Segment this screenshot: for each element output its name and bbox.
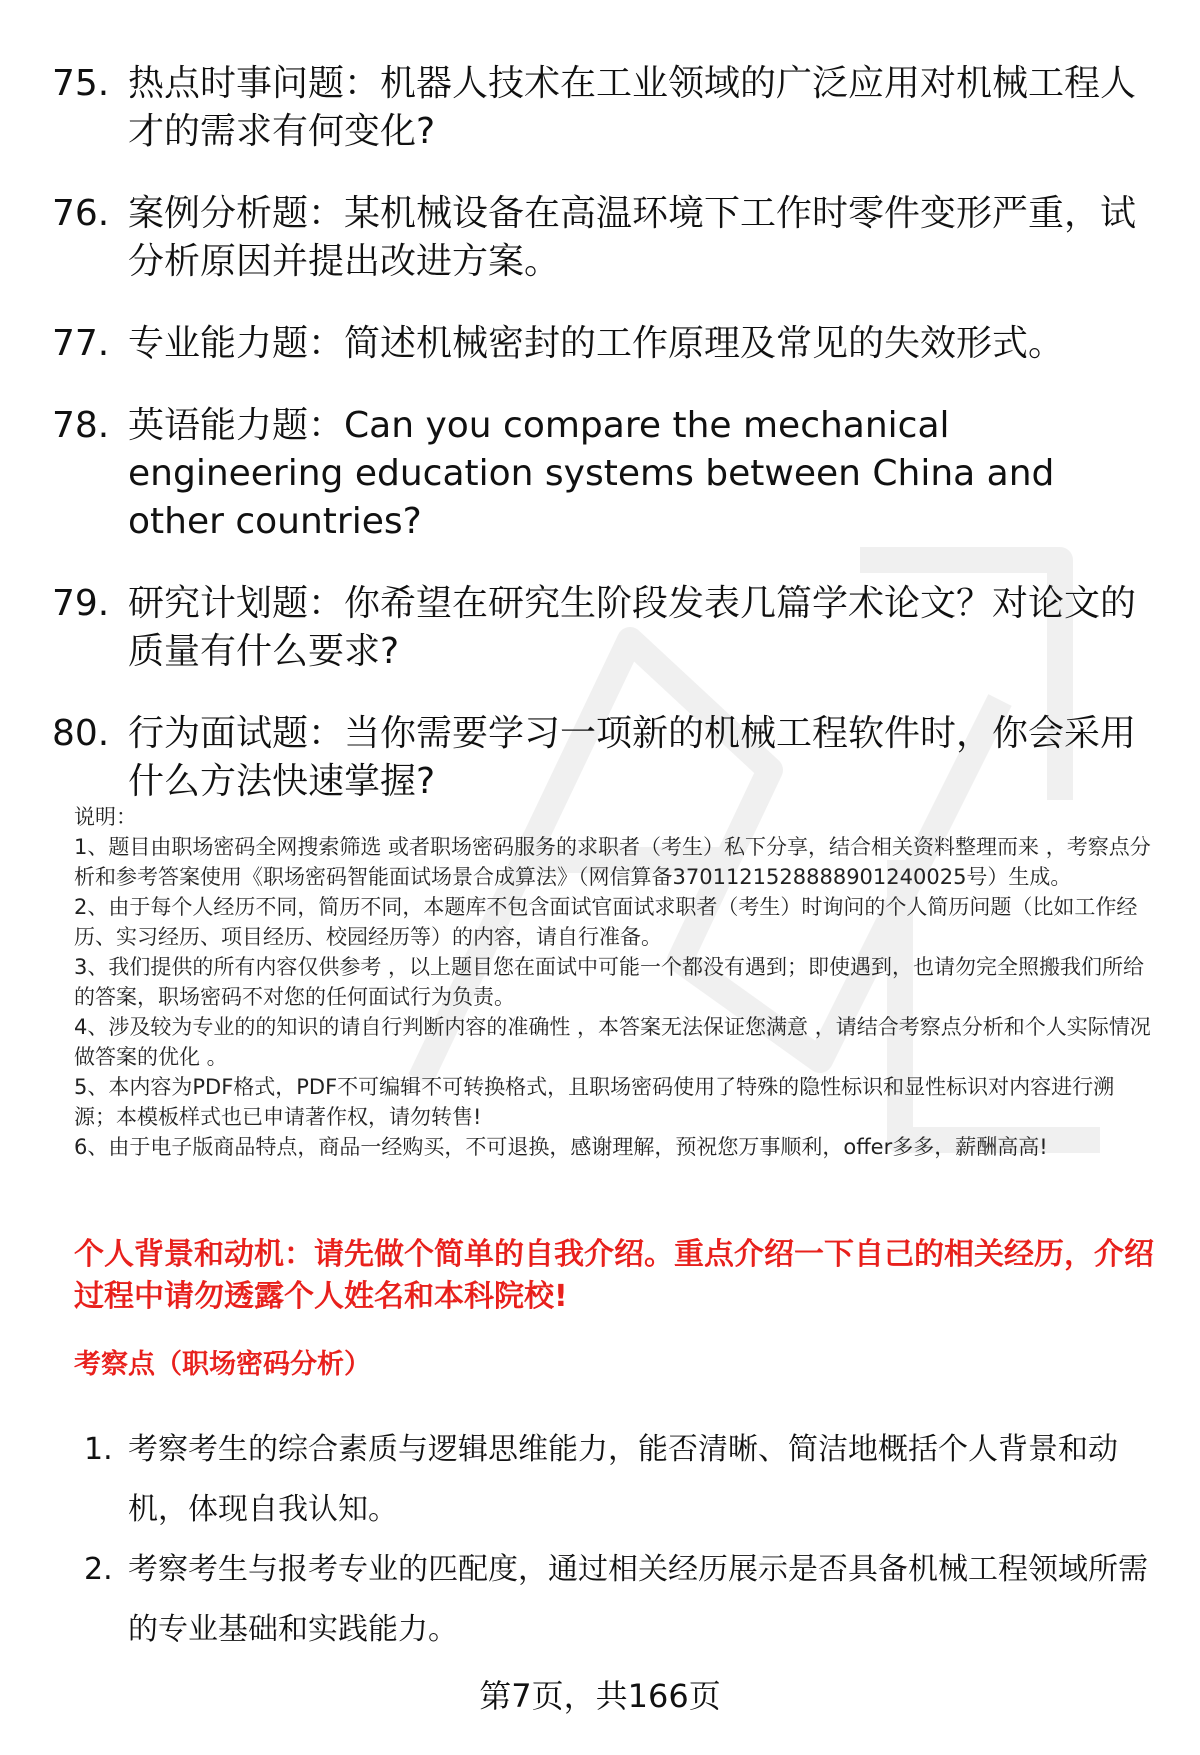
note-item: 2、由于每个人经历不同，简历不同，本题库不包含面试官面试求职者（考生）时询问的个人简历问题（比如工作经历、实习经历、项目经历、校园经历等）的内容，请自行准备。 [74,895,1138,949]
analysis-point-number: 1. [84,1432,113,1467]
question-list [52,60,1142,840]
note-item: 6、由于电子版商品特点，商品一经购买，不可退换，感谢理解，预祝您万事顺利，offer多多，薪酬高高! [74,1135,1048,1159]
analysis-point-list [84,1420,1154,1660]
question-text: 专业能力题：简述机械密封的工作原理及常见的失效形式。 [128,323,1065,364]
question-item [52,402,1142,546]
section-analysis-heading: 考察点（职场密码分析） [74,1349,371,1380]
question-item [52,60,1142,156]
question-number: 80. [52,713,110,754]
analysis-point [84,1540,1154,1660]
question-text: 热点时事问题：机器人技术在工业领域的广泛应用对机械工程人才的需求有何变化? [128,63,1137,152]
question-number: 77. [52,323,110,364]
question-number: 78. [52,405,110,446]
question-text: 案例分析题：某机械设备在高温环境下工作时零件变形严重，试分析原因并提出改进方案。 [128,193,1137,282]
notes-section [74,802,1154,1162]
notes-title: 说明： [74,805,137,829]
question-item [52,580,1142,676]
note-item: 5、本内容为PDF格式，PDF不可编辑不可转换格式，且职场密码使用了特殊的隐性标识和显性标识对内容进行溯源；本模板样式也已申请著作权，请勿转售! [74,1075,1115,1129]
question-number: 79. [52,583,110,624]
analysis-point [84,1420,1154,1540]
note-item: 3、我们提供的所有内容仅供参考 ，以上题目您在面试中可能一个都没有遇到；即使遇到，也请勿完全照搬我们所给的答案，职场密码不对您的任何面试行为负责。 [74,955,1145,1009]
note-item: 1、题目由职场密码全网搜索筛选 或者职场密码服务的求职者（考生）私下分享，结合相关资料整理而来 ，考察点分析和参考答案使用《职场密码智能面试场景合成算法》（网信算备3701121528888901240025号）生成。 [74,835,1151,889]
question-item [52,320,1142,368]
analysis-point-number: 2. [84,1552,113,1587]
analysis-point-text: 考察考生的综合素质与逻辑思维能力，能否清晰、简洁地概括个人背景和动机，体现自我认知。 [128,1432,1118,1527]
question-item [52,190,1142,286]
question-number: 75. [52,63,110,104]
question-text: 研究计划题：你希望在研究生阶段发表几篇学术论文？对论文的质量有什么要求? [128,583,1137,672]
question-number: 76. [52,193,110,234]
note-item: 4、涉及较为专业的的知识的请自行判断内容的准确性 ，本答案无法保证您满意 ，请结合考察点分析和个人实际情况做答案的优化 。 [74,1015,1151,1069]
question-item [52,710,1142,806]
question-text: 英语能力题：Can you compare the mechanical engineering education systems between China and other countries? [128,405,1055,542]
page-footer: 第7页，共166页 [479,1677,721,1715]
section-question-title: 个人背景和动机：请先做个简单的自我介绍。重点介绍一下自己的相关经历，介绍过程中请勿透露个人姓名和本科院校! [74,1237,1154,1314]
analysis-point-text: 考察考生与报考专业的匹配度，通过相关经历展示是否具备机械工程领域所需的专业基础和实践能力。 [128,1552,1148,1647]
question-text: 行为面试题：当你需要学习一项新的机械工程软件时，你会采用什么方法快速掌握? [128,713,1137,802]
